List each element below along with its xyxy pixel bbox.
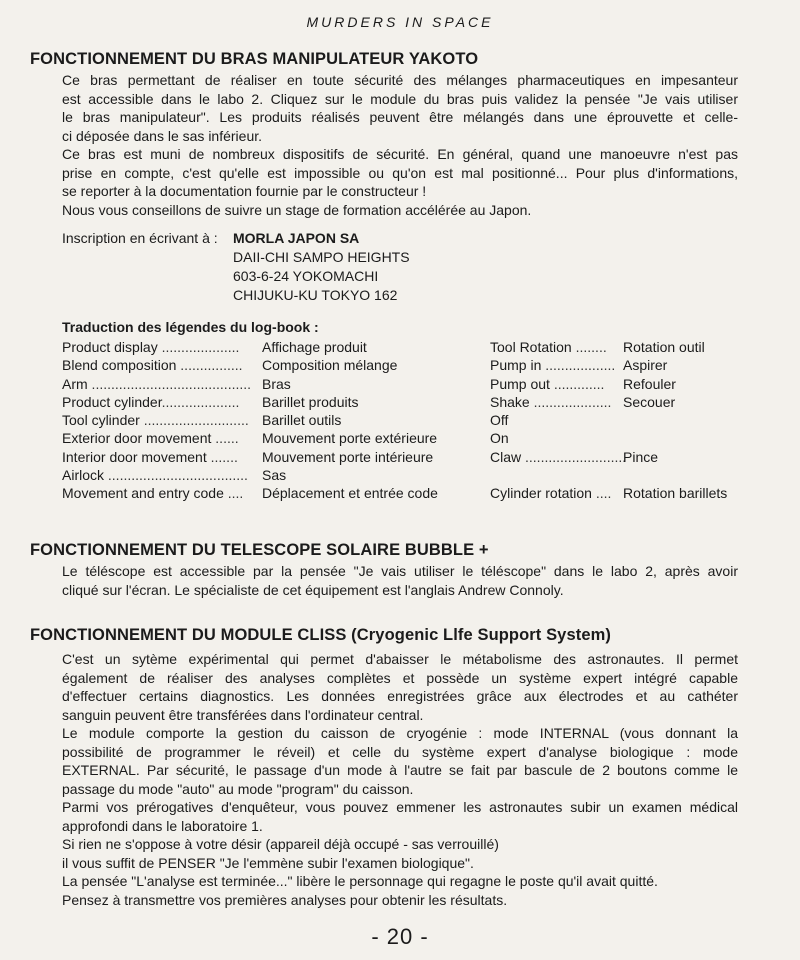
legend-translation: Pince: [623, 448, 659, 465]
text-line: approfondi dans le laboratoire 1.: [62, 817, 263, 834]
section-body-bras: [62, 71, 738, 219]
text-line: également de réaliser des analyses complètes et possède un système expert intégré capable: [62, 669, 738, 686]
legend-row: [490, 338, 727, 356]
legend-translation: Secouer: [623, 393, 676, 410]
legend-translation: Rotation barillets: [623, 485, 728, 502]
legend-term: Product cylinder: [62, 393, 162, 410]
text-line: La pensée "L'analyse est terminée..." libère le personnage qui regagne le poste qu'il avait quitté.: [62, 873, 658, 889]
legend-dots: ..........................: [521, 448, 627, 465]
legend-dots: ....: [223, 485, 244, 502]
legend-term: Pump in: [490, 357, 542, 374]
legend-dots: ........: [571, 339, 607, 355]
address-company: MORLA JAPON SA: [233, 230, 360, 246]
text-line: se reporter à la documentation fournie par le constructeur !: [62, 183, 427, 199]
legend-translation: Rotation outil: [623, 339, 705, 355]
legend-term: Tool cylinder: [62, 412, 140, 429]
legend-row: [490, 466, 727, 484]
text-line: prise en compte, c'est qu'elle est impossible ou qu'on est mal positionné... Pour plus d'informations,: [62, 164, 738, 181]
legend-dots: ..................: [541, 357, 616, 374]
text-line: Parmi vos prérogatives d'enquêteur, vous pouvez emmener les astronautes subir un examen médical: [62, 799, 738, 815]
text-line: possibilité de programmer le réveil) et celle du système expert d'analyse biologique : mode: [62, 743, 738, 760]
legend-translation: Affichage produit: [262, 339, 367, 355]
legend-term: Product display: [62, 339, 158, 355]
legend-row: [62, 393, 438, 411]
legend-translation: Aspirer: [623, 357, 668, 374]
legend-dots: .......: [206, 448, 238, 465]
legend-translation: Refouler: [623, 375, 676, 392]
text-line: Ce bras permettant de réaliser en toute sécurité des mélanges pharmaceutiques en impesanteur: [62, 72, 738, 88]
legend-row: [490, 411, 727, 429]
text-line: le bras manipulateur". Les produits réalisés peuvent être mélangés dans une éprouvette et celle-: [62, 109, 738, 125]
legend-translation: Déplacement et entrée code: [262, 485, 438, 502]
text-line: sanguin peuvent être transférées dans l'ordinateur central.: [62, 706, 424, 723]
text-line: Nous vous conseillons de suivre un stage de formation accélérée au Japon.: [62, 201, 532, 218]
legend-translation: Bras: [262, 375, 291, 392]
legend-row: [490, 429, 727, 447]
text-line: Ce bras est muni de nombreux dispositifs de sécurité. En général, quand une manoeuvre n'est pas: [62, 146, 738, 162]
legend-dots: ....................: [161, 393, 240, 410]
text-line: ci déposée dans le sas inférieur.: [62, 127, 263, 144]
section-title-bras: FONCTIONNEMENT DU BRAS MANIPULATEUR YAKOTO: [30, 50, 479, 68]
legend-dots: .............: [549, 375, 605, 392]
text-line: est accessible dans le labo 2. Cliquez sur le module du bras puis validez la pensée "Je vais utiliser: [62, 90, 738, 107]
legend-term: Blend composition: [62, 357, 177, 374]
legend-dots: ....................................: [104, 467, 248, 484]
legend-term: Arm: [62, 375, 88, 392]
legend-dots: ....................: [157, 339, 240, 355]
legend-row: [62, 338, 438, 356]
legend-dots: ......: [211, 430, 239, 447]
legend-term: Off: [490, 412, 509, 429]
address-line: 603-6-24 YOKOMACHI: [233, 268, 379, 284]
section-title-telescope: FONCTIONNEMENT DU TELESCOPE SOLAIRE BUBBLE +: [30, 541, 489, 559]
legend-term: Interior door movement: [62, 448, 207, 465]
text-line: d'effectuer certains diagnostics. Les données enregistrées grâce aux électrodes et au cathéter: [62, 688, 738, 704]
legend-row: [62, 448, 438, 466]
section-title-cliss: FONCTIONNEMENT DU MODULE CLISS (Cryogenic Llfe Support System): [30, 626, 611, 644]
legend-row: [62, 429, 438, 447]
legend-translation: Sas: [262, 467, 287, 484]
legend-row: [490, 356, 727, 374]
legend-row: [62, 356, 438, 374]
text-line: Pensez à transmettre vos premières analyses pour obtenir les résultats.: [62, 891, 508, 908]
legend-term: Claw: [490, 448, 522, 465]
page-number: - 20 -: [371, 924, 429, 949]
legend-row: [62, 484, 438, 502]
legend-left-column: [62, 338, 438, 503]
legend-row: [490, 393, 727, 411]
legend-term: Cylinder rotation: [490, 485, 592, 502]
text-line: cliqué sur l'écran. Le spécialiste de cet équipement est l'anglais Andrew Connoly.: [62, 581, 564, 598]
address-block: [233, 229, 410, 305]
legend-right-column: [490, 338, 727, 503]
legend-translation: Mouvement porte extérieure: [262, 430, 438, 447]
legend-dots: ....................: [529, 393, 612, 410]
legend-row: [62, 375, 438, 393]
legend-translation: Mouvement porte intérieure: [262, 448, 434, 465]
legend-term: Airlock: [62, 467, 105, 484]
text-line: passage du mode "auto" au mode "program" du caisson.: [62, 780, 414, 797]
legend-dots: ................: [176, 357, 243, 374]
legend-dots: .........................................: [87, 375, 252, 392]
text-line: C'est un sytème expérimental qui permet d'abaisser le métabolisme des astronautes. Il permet: [62, 651, 738, 667]
legend-dots: ....: [591, 485, 612, 502]
inscription-label: Inscription en écrivant à :: [62, 230, 218, 246]
text-line: il vous suffit de PENSER "Je l'emmène subir l'examen biologique".: [62, 854, 474, 871]
address-line: DAII-CHI SAMPO HEIGHTS: [233, 249, 410, 265]
legend-row: [490, 375, 727, 393]
legend-term: Tool Rotation: [490, 339, 572, 355]
legend-term: Exterior door movement: [62, 430, 212, 447]
legend-translation: Composition mélange: [262, 357, 398, 374]
legend-dots: ...........................: [139, 412, 249, 429]
text-line: Le téléscope est accessible par la pensée "Je vais utiliser le téléscope" dans le labo 2, après avoir: [62, 563, 738, 579]
legend-term: On: [490, 430, 509, 447]
text-line: Si rien ne s'oppose à votre désir (appareil déjà occupé - sas verrouillé): [62, 836, 499, 852]
text-line: Le module comporte la gestion du caisson de cryogénie : mode INTERNAL (vous donnant la: [62, 725, 738, 741]
legend-row: [490, 448, 727, 466]
text-line: EXTERNAL. Par sécurité, le passage d'un mode à l'autre se fait par bascule de 2 boutons comme le: [62, 762, 738, 778]
legend-translation: Barillet produits: [262, 393, 359, 410]
section-body-telescope: [62, 562, 738, 599]
legend-row: [62, 411, 438, 429]
address-line: CHIJUKU-KU TOKYO 162: [233, 287, 398, 303]
legend-term: Pump out: [490, 375, 550, 392]
legend-row: [62, 466, 438, 484]
legend-row: [490, 484, 727, 502]
running-header: MURDERS IN SPACE: [306, 14, 494, 30]
legend-title: Traduction des légendes du log-book :: [62, 319, 319, 335]
section-body-cliss: [62, 650, 738, 909]
legend-translation: Barillet outils: [262, 412, 342, 429]
legend-term: Shake: [490, 393, 530, 410]
legend-term: Movement and entry code: [62, 485, 224, 502]
